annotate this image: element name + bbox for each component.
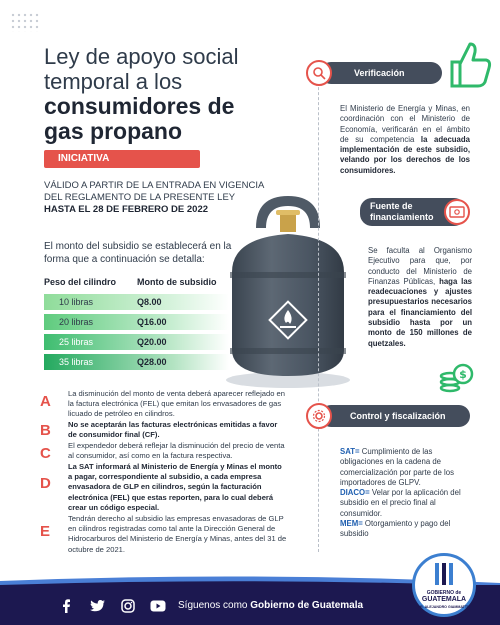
header-monto: Monto de subsidio (137, 277, 217, 287)
row-monto: Q20.00 (137, 337, 167, 347)
title-line-4: gas propano (44, 118, 183, 144)
table-row (44, 334, 229, 350)
seal-line-1: GOBIERNO de (426, 590, 462, 596)
condition-c-text: El expendedor deberá reflejar la disminución del precio de venta al consumidor, así como en la factura respectiva. (68, 441, 285, 461)
title-line-1: Ley de apoyo social (44, 44, 239, 69)
gas-cylinder-illustration (218, 180, 358, 390)
validity-line-3: HASTA EL 28 DE FEBRERO DE 2022 (44, 204, 209, 215)
header-peso: Peso del cilindro (44, 277, 117, 287)
control-entry-sat: SAT= Cumplimiento de las obligaciones en la cadena de comercialización por parte de los importadores de GLPV. (340, 447, 454, 487)
control-text (340, 447, 470, 540)
twitter-icon[interactable] (89, 598, 105, 614)
control-heading: Control y fiscalización (320, 405, 470, 427)
condition-e-text: Tendrán derecho al subsidio las empresas envasadoras de GLP en cilindros registradas como tal ante la Dirección General de Hidrocarburos del Ministerio de Energía y Minas, antes del 31 de octubre de 2021. (68, 514, 287, 554)
page-title (44, 44, 294, 144)
title-line-2: temporal a los (44, 69, 183, 94)
seal-line-3: DR. ALEJANDRO GIAMMATTEI (417, 605, 471, 609)
row-peso: 10 libras (59, 297, 94, 307)
svg-text:$: $ (459, 368, 467, 381)
control-entry-diaco: DIACO= Velar por la aplicación del subsidio en el precio final al consumidor. (340, 488, 461, 518)
validity-line-1: VÁLIDO A PARTIR DE LA ENTRADA EN VIGENCIA (44, 180, 265, 191)
fuente-text: Se faculta al Organismo Ejecutivo para que, por conducto del Ministerio de Finanzas Públicas, haga las readecuaciones y ajustes presupuestarios necesarios para el financiamiento del subsidio hasta por un monto de 150 millones de quetzales. (368, 246, 473, 348)
money-icon (444, 199, 470, 225)
condition-b-text: No se aceptarán las facturas electrónicas emitidas a favor de consumidor final (CF). (68, 420, 278, 440)
row-peso: 25 libras (59, 337, 94, 347)
timeline-line (318, 62, 320, 552)
row-monto: Q16.00 (137, 317, 167, 327)
facebook-icon[interactable] (58, 598, 74, 614)
youtube-icon[interactable] (150, 598, 166, 614)
thumbs-up-icon (446, 38, 494, 90)
verificacion-text: El Ministerio de Energía y Minas, en coordinación con el Ministerio de Economía, verificarán en el ámbito de su competencia la adecuada implementación de este subsidio, velando por los derechos de los consumidores. (340, 104, 470, 175)
table-row (44, 294, 229, 310)
table-row (44, 314, 229, 330)
coins-icon (438, 360, 474, 396)
row-peso: 35 libras (59, 357, 94, 367)
gear-icon (306, 403, 332, 429)
row-monto: Q8.00 (137, 297, 162, 307)
title-line-3: consumidores de (44, 93, 235, 119)
row-monto: Q28.00 (137, 357, 167, 367)
table-row (44, 354, 229, 370)
dot-pattern (10, 12, 40, 32)
fuente-heading-line-1: Fuente de (370, 201, 413, 211)
magnifier-icon (306, 60, 332, 86)
letter-c: C (40, 445, 51, 462)
letter-a: A (40, 393, 51, 410)
guatemala-logo-icon (433, 561, 455, 587)
left-accent (0, 0, 6, 625)
row-peso: 20 libras (59, 317, 94, 327)
letter-d: D (40, 475, 51, 492)
validity-line-2: DEL REGLAMENTO DE LA PRESENTE LEY (44, 192, 236, 203)
letter-b: B (40, 422, 51, 439)
instagram-icon[interactable] (120, 598, 136, 614)
verificacion-heading: Verificación (320, 62, 442, 84)
seal-text (412, 590, 476, 610)
condition-a-text: La disminución del monto de venta deberá aparecer reflejado en la factura electrónica (FEL) que emitan los envasadores de gas licuado de petróleo en cilindros. (68, 389, 285, 419)
condition-d-text: La SAT informará al Ministerio de Energía y Minas el monto a pagar, correspondiente al subsidio, a cada empresa envasadora de GLP en cilindros, según la facturación electrónica (FEL) que estas reporten, para lo cual deberá crear un código especial. (68, 462, 282, 512)
fuente-heading-line-2: financiamiento (370, 212, 434, 222)
control-entry-mem: MEM= Otorgamiento y pago del subsidio (340, 519, 451, 539)
letter-e: E (40, 523, 51, 540)
iniciativa-badge: INICIATIVA (44, 150, 200, 168)
subsidy-intro: El monto del subsidio se establecerá en la forma que a continuación se detalla: (44, 241, 232, 265)
follow-text: Síguenos como Gobierno de Guatemala (178, 600, 364, 611)
seal-line-2: GUATEMALA (421, 596, 467, 603)
